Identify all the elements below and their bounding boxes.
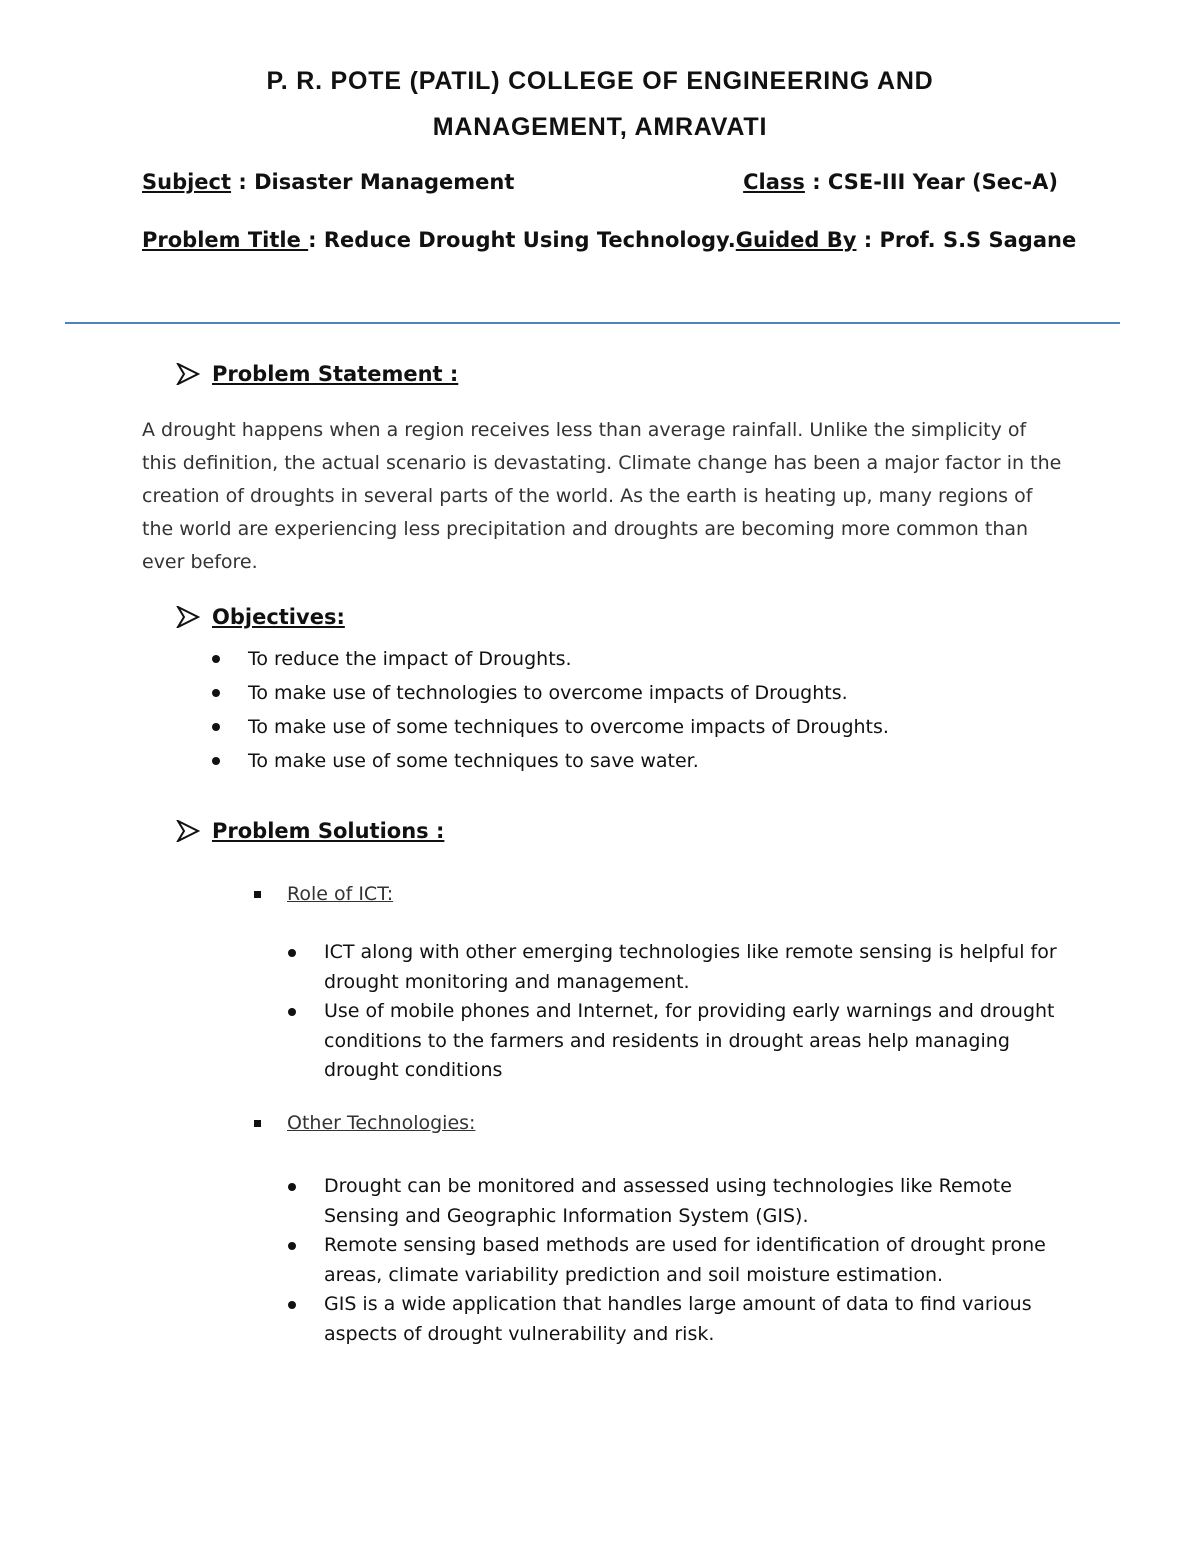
list-item-text: To make use of technologies to overcome impacts of Droughts. bbox=[248, 682, 848, 704]
round-bullet-icon bbox=[212, 723, 220, 731]
class-separator: : bbox=[804, 170, 828, 194]
list-item-text: To reduce the impact of Droughts. bbox=[248, 648, 572, 670]
objectives-heading-text: Objectives: bbox=[212, 605, 345, 629]
title-guide-row bbox=[142, 228, 1077, 252]
other-technologies-list bbox=[288, 1172, 1078, 1349]
round-bullet-icon bbox=[288, 1183, 296, 1191]
class-value: CSE-III Year (Sec-A) bbox=[827, 170, 1058, 194]
subject-separator: : bbox=[231, 170, 255, 194]
college-title-line-2: MANAGEMENT, AMRAVATI bbox=[432, 113, 768, 141]
list-item bbox=[212, 676, 1112, 710]
problem-title-label: Problem Title bbox=[142, 228, 309, 252]
list-item-text: GIS is a wide application that handles large amount of data to find various aspects of drought vulnerability and risk. bbox=[324, 1293, 1032, 1345]
list-item bbox=[212, 710, 1112, 744]
list-item-text: To make use of some techniques to overcome impacts of Droughts. bbox=[248, 716, 889, 738]
subject-label: Subject bbox=[142, 170, 232, 194]
arrowhead-bullet-icon bbox=[176, 606, 200, 628]
list-item bbox=[288, 1290, 1078, 1349]
problem-statement-text: A drought happens when a region receives less than average rainfall. Unlike the simplicity of this definition, the actual scenario is devastating. Climate change has been a major factor in the creation of droughts in several parts of the world. As the earth is heating up, many regions of the world are experiencing less precipitation and droughts are becoming more common than ever before. bbox=[142, 419, 1062, 573]
square-bullet-icon bbox=[254, 1120, 261, 1127]
list-item bbox=[212, 744, 1112, 778]
list-item bbox=[288, 997, 1078, 1086]
college-title-line-1: P. R. POTE (PATIL) COLLEGE OF ENGINEERING AND bbox=[266, 67, 934, 95]
problem-statement-heading bbox=[176, 362, 458, 386]
guided-by-field bbox=[736, 228, 1076, 252]
guided-by-label: Guided By bbox=[735, 228, 857, 252]
round-bullet-icon bbox=[288, 1008, 296, 1016]
list-item-text: ICT along with other emerging technologies like remote sensing is helpful for drought monitoring and management. bbox=[324, 941, 1057, 993]
list-item-text: Remote sensing based methods are used for identification of drought prone areas, climate variability prediction and soil moisture estimation. bbox=[324, 1234, 1046, 1286]
round-bullet-icon bbox=[212, 689, 220, 697]
round-bullet-icon bbox=[288, 1242, 296, 1250]
class-label: Class bbox=[743, 170, 805, 194]
list-item bbox=[212, 642, 1112, 676]
list-item-text: Use of mobile phones and Internet, for providing early warnings and drought conditions to the farmers and residents in drought areas help managing drought conditions bbox=[324, 1000, 1055, 1081]
other-technologies-heading bbox=[254, 1112, 475, 1134]
problem-title-field bbox=[142, 228, 736, 252]
guided-by-separator: : bbox=[856, 228, 880, 252]
role-of-ict-title: Role of ICT: bbox=[287, 883, 394, 905]
problem-statement-heading-text: Problem Statement : bbox=[212, 362, 459, 386]
problem-title-value: Reduce Drought Using Technology. bbox=[323, 228, 736, 252]
list-item-text: Drought can be monitored and assessed using technologies like Remote Sensing and Geographic Information System (GIS). bbox=[324, 1175, 1012, 1227]
round-bullet-icon bbox=[212, 757, 220, 765]
ict-list bbox=[288, 938, 1078, 1086]
list-item bbox=[288, 1172, 1078, 1231]
horizontal-divider bbox=[65, 322, 1120, 324]
square-bullet-icon bbox=[254, 891, 261, 898]
role-of-ict-heading bbox=[254, 883, 393, 905]
list-item bbox=[288, 1231, 1078, 1290]
subject-class-row bbox=[142, 170, 1058, 194]
list-item-text: To make use of some techniques to save water. bbox=[248, 750, 699, 772]
other-technologies-title: Other Technologies: bbox=[287, 1112, 476, 1134]
list-item bbox=[288, 938, 1078, 997]
college-title bbox=[0, 58, 1200, 150]
arrowhead-bullet-icon bbox=[176, 820, 200, 842]
round-bullet-icon bbox=[288, 949, 296, 957]
objectives-heading bbox=[176, 605, 345, 629]
guided-by-value: Prof. S.S Sagane bbox=[879, 228, 1077, 252]
problem-solutions-heading bbox=[176, 819, 444, 843]
class-field bbox=[743, 170, 1058, 194]
problem-title-separator: : bbox=[308, 228, 324, 252]
problem-solutions-heading-text: Problem Solutions : bbox=[212, 819, 445, 843]
subject-field bbox=[142, 170, 514, 194]
objectives-list bbox=[212, 642, 1112, 778]
subject-value: Disaster Management bbox=[254, 170, 515, 194]
round-bullet-icon bbox=[288, 1301, 296, 1309]
arrowhead-bullet-icon bbox=[176, 363, 200, 385]
round-bullet-icon bbox=[212, 655, 220, 663]
